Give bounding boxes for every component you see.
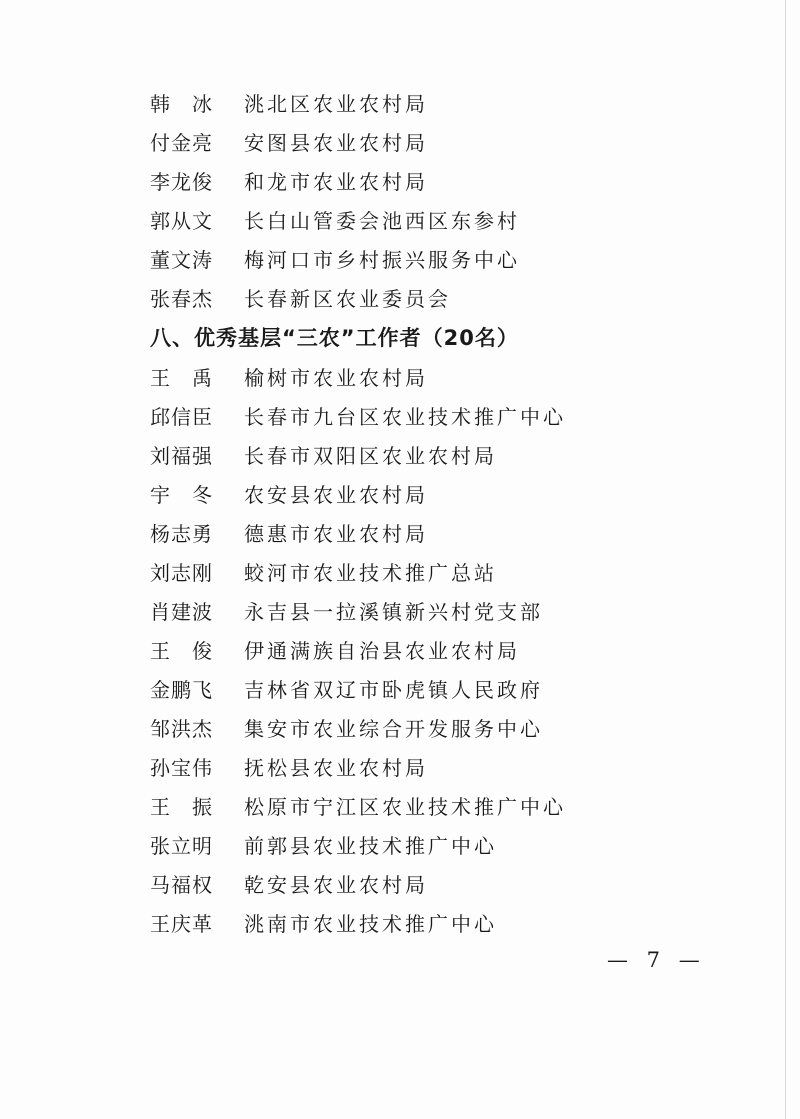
- person-name: 王 振: [150, 795, 213, 819]
- list-item: [150, 558, 497, 588]
- list-item: [150, 675, 543, 705]
- organization: 和龙市农业农村局: [244, 170, 428, 194]
- organization: 安图县农业农村局: [244, 131, 428, 155]
- organization: 抚松县农业农村局: [244, 756, 428, 780]
- page-number: — 7 —: [607, 948, 706, 972]
- organization: 蛟河市农业技术推广总站: [244, 561, 497, 585]
- person-name: 孙宝伟: [150, 756, 213, 780]
- list-item: [150, 636, 520, 666]
- page-edge-line: [785, 0, 786, 1119]
- list-item: [150, 792, 566, 822]
- person-name: 董文涛: [150, 248, 213, 272]
- organization: 集安市农业综合开发服务中心: [244, 717, 543, 741]
- organization: 永吉县一拉溪镇新兴村党支部: [244, 600, 543, 624]
- organization: 吉林省双辽市卧虎镇人民政府: [244, 678, 543, 702]
- organization: 长春市九台区农业技术推广中心: [244, 405, 566, 429]
- organization: 长春市双阳区农业农村局: [244, 444, 497, 468]
- section-heading: 八、优秀基层“三农”工作者（20名）: [150, 326, 519, 350]
- list-item: [150, 441, 497, 471]
- organization: 长春新区农业委员会: [244, 287, 451, 311]
- organization: 洮南市农业技术推广中心: [244, 912, 497, 936]
- list-item: [150, 363, 428, 393]
- list-item: [150, 167, 428, 197]
- list-item: [150, 206, 520, 236]
- person-name: 刘志刚: [150, 561, 213, 585]
- person-name: 张春杰: [150, 287, 213, 311]
- list-item: [150, 480, 428, 510]
- person-name: 邱信臣: [150, 405, 213, 429]
- person-name: 王庆革: [150, 912, 213, 936]
- list-item: [150, 870, 428, 900]
- person-name: 郭从文: [150, 209, 213, 233]
- list-item: [150, 89, 428, 119]
- list-item: [150, 597, 543, 627]
- organization: 前郭县农业技术推广中心: [244, 834, 497, 858]
- list-item: [150, 909, 497, 939]
- organization: 农安县农业农村局: [244, 483, 428, 507]
- person-name: 王 俊: [150, 639, 213, 663]
- person-name: 付金亮: [150, 131, 213, 155]
- person-name: 王 禹: [150, 366, 213, 390]
- person-name: 宇 冬: [150, 483, 213, 507]
- list-item: [150, 245, 520, 275]
- organization: 伊通满族自治县农业农村局: [244, 639, 520, 663]
- person-name: 马福权: [150, 873, 213, 897]
- organization: 梅河口市乡村振兴服务中心: [244, 248, 520, 272]
- list-item: [150, 519, 428, 549]
- organization: 榆树市农业农村局: [244, 366, 428, 390]
- list-item: [150, 128, 428, 158]
- organization: 德惠市农业农村局: [244, 522, 428, 546]
- organization: 松原市宁江区农业技术推广中心: [244, 795, 566, 819]
- organization: 洮北区农业农村局: [244, 92, 428, 116]
- list-item: [150, 402, 566, 432]
- organization: 乾安县农业农村局: [244, 873, 428, 897]
- person-name: 金鹏飞: [150, 678, 213, 702]
- list-item: [150, 831, 497, 861]
- list-item: [150, 284, 451, 314]
- person-name: 刘福强: [150, 444, 213, 468]
- list-item: [150, 753, 428, 783]
- person-name: 韩 冰: [150, 92, 213, 116]
- person-name: 张立明: [150, 834, 213, 858]
- list-item: [150, 714, 543, 744]
- organization: 长白山管委会池西区东参村: [244, 209, 520, 233]
- person-name: 杨志勇: [150, 522, 213, 546]
- person-name: 邹洪杰: [150, 717, 213, 741]
- person-name: 肖建波: [150, 600, 213, 624]
- person-name: 李龙俊: [150, 170, 213, 194]
